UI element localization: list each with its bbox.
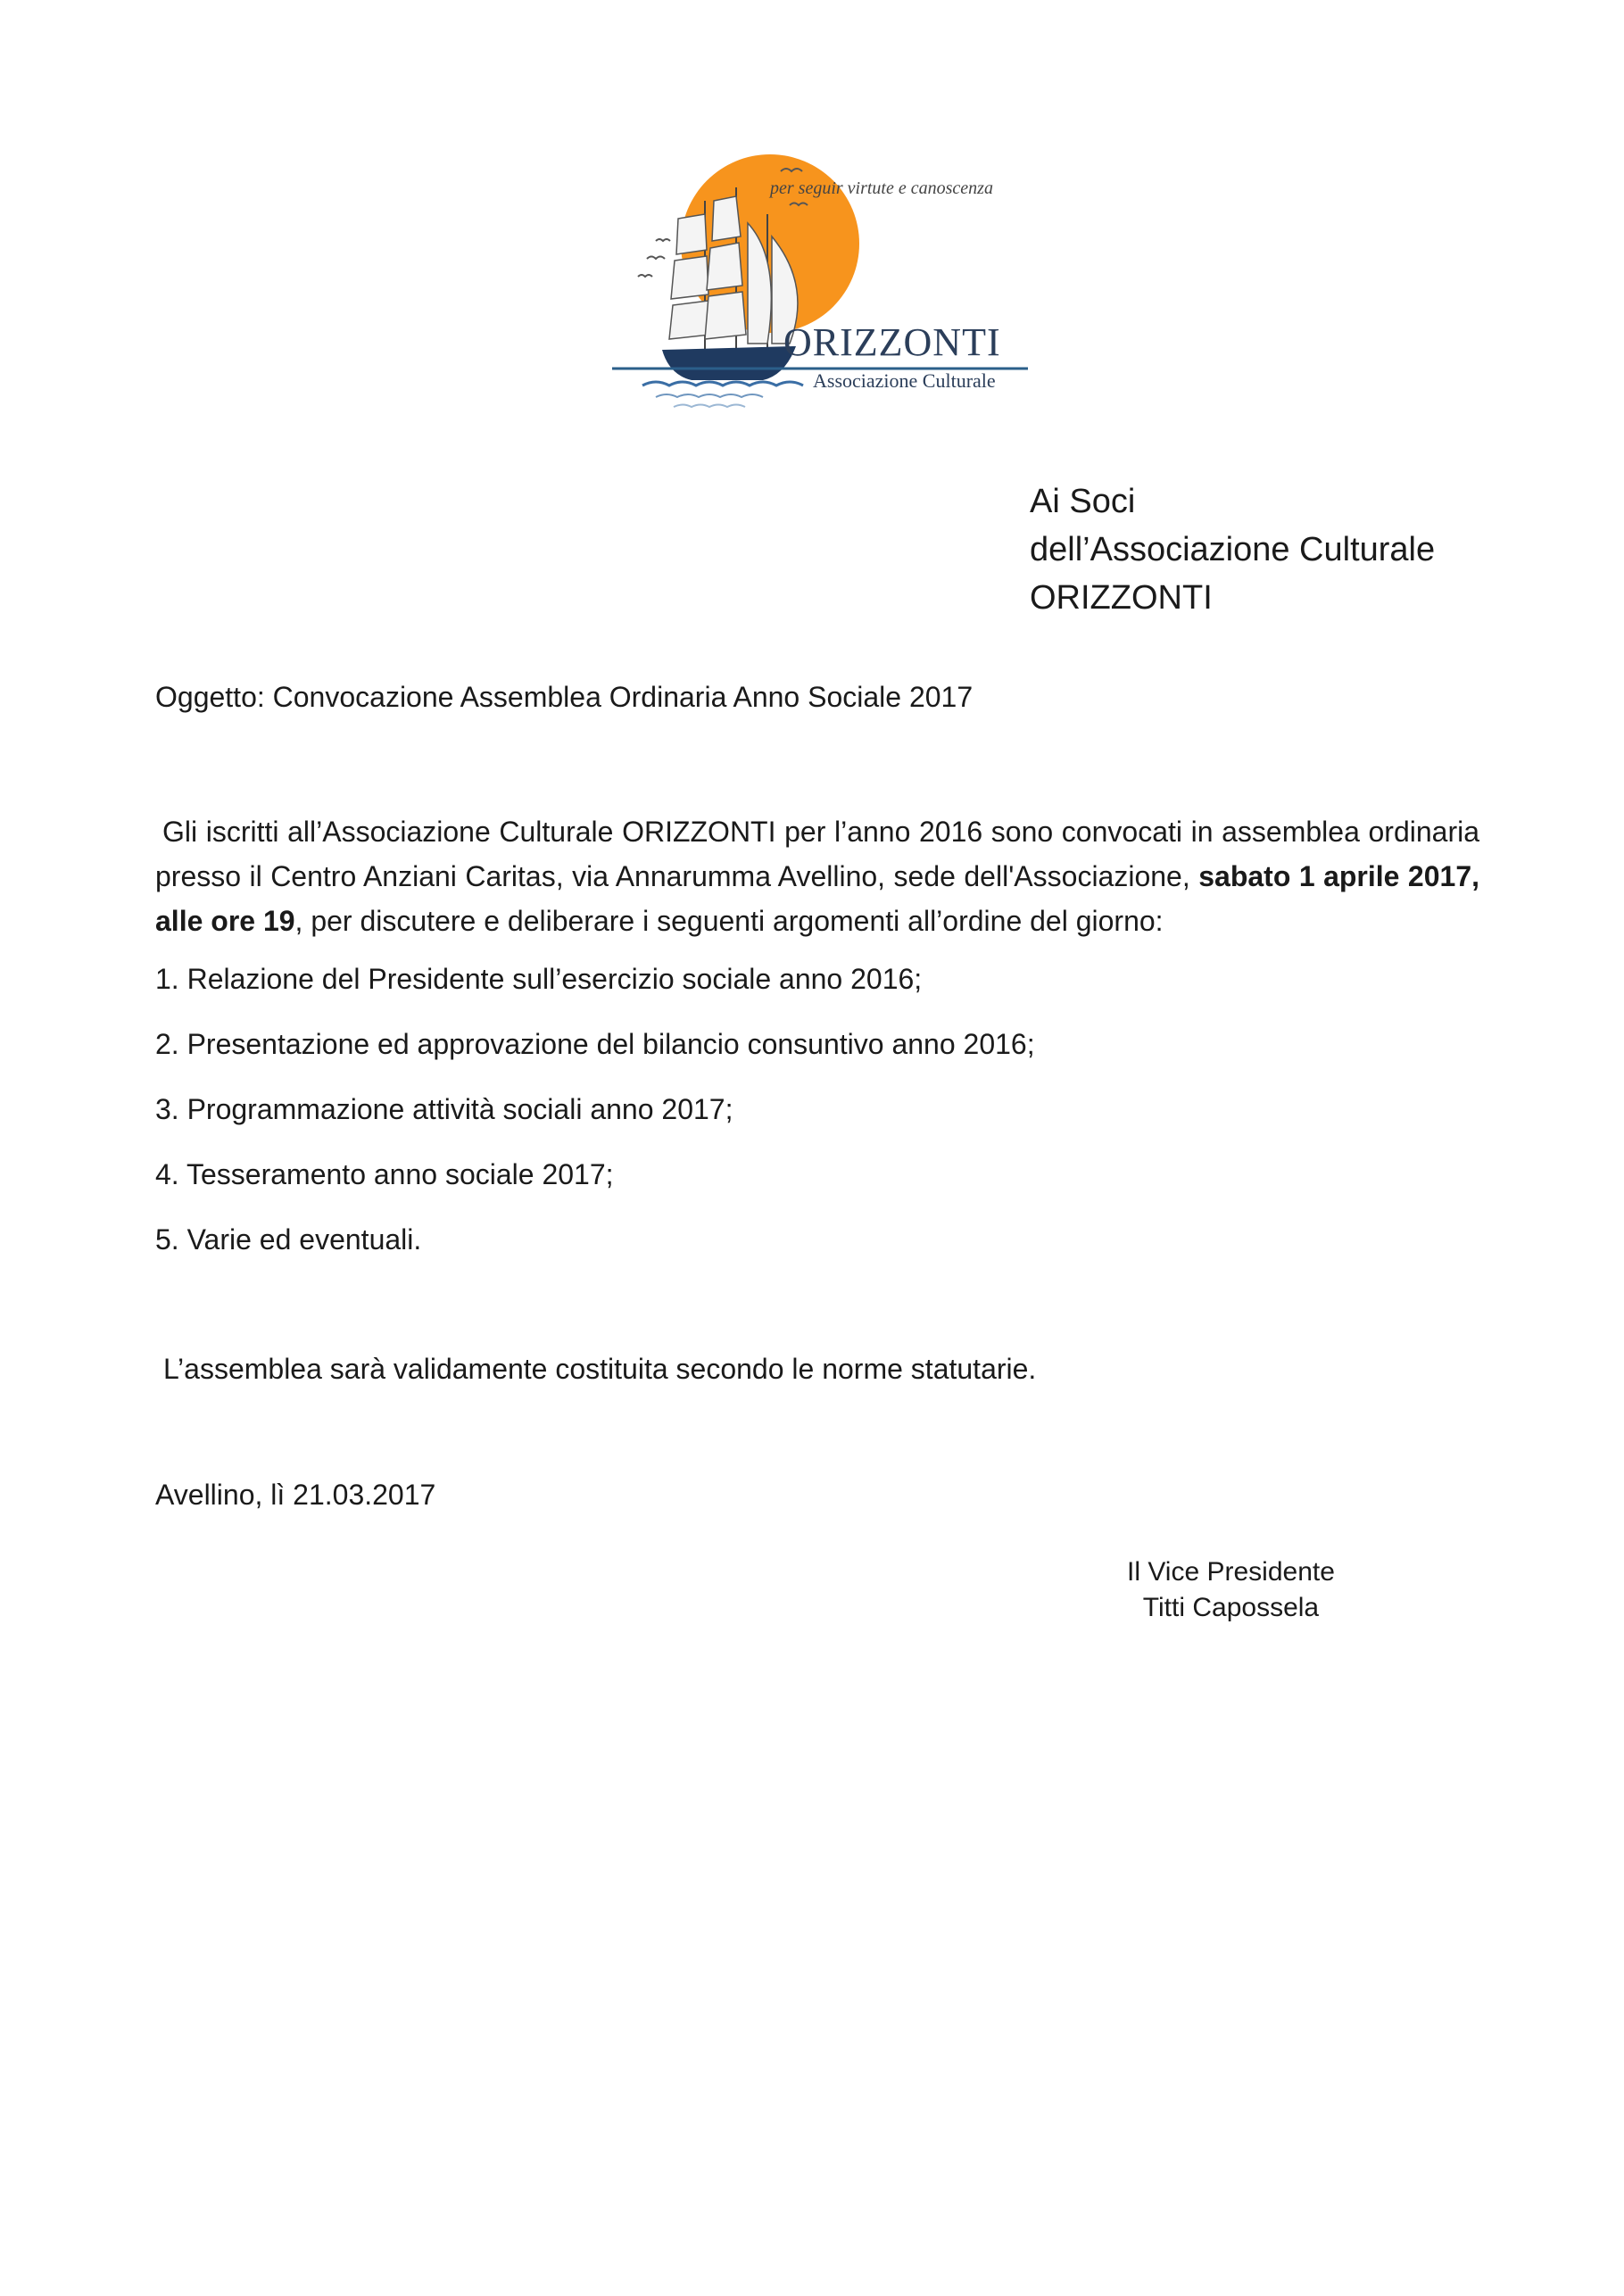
addressee-line: dell’Associazione Culturale bbox=[1030, 531, 1436, 568]
orizzonti-logo bbox=[607, 152, 1035, 419]
agenda-item: 1. Relazione del Presidente sull’esercizio sociale anno 2016; bbox=[155, 963, 923, 995]
agenda-item: 5. Varie ed eventuali. bbox=[155, 1223, 422, 1256]
place-date: Avellino, lì 21.03.2017 bbox=[155, 1479, 436, 1511]
signature-name: Titti Capossela bbox=[1142, 1593, 1320, 1622]
logo-subtitle: Associazione Culturale bbox=[813, 369, 996, 392]
logo-motto: per seguir virtute e canoscenza bbox=[770, 178, 993, 198]
convocation-paragraph bbox=[155, 809, 1479, 943]
meeting-datetime: sabato 1 aprile 2017, alle ore 19 bbox=[155, 860, 1480, 937]
agenda-item: 3. Programmazione attività sociali anno 2017; bbox=[155, 1093, 733, 1125]
addressee-block bbox=[1030, 477, 1435, 622]
logo-name: ORIZZONTI bbox=[783, 320, 1001, 364]
agenda-item: 2. Presentazione ed approvazione del bilancio consuntivo anno 2016; bbox=[155, 1028, 1035, 1060]
signature-block bbox=[1127, 1554, 1335, 1626]
paragraph-text: , per discutere e deliberare i seguenti argomenti all’ordine del giorno: bbox=[294, 905, 1164, 937]
signature-role: Il Vice Presidente bbox=[1127, 1557, 1335, 1587]
addressee-line: Ai Soci bbox=[1030, 483, 1136, 520]
agenda-item: 4. Tesseramento anno sociale 2017; bbox=[155, 1158, 614, 1190]
validity-note: L’assemblea sarà validamente costituita secondo le norme statutarie. bbox=[163, 1353, 1037, 1385]
paragraph-text: Gli iscritti all’Associazione Culturale ORIZZONTI per l’anno 2016 sono convocati in assemblea ordinaria presso il Centro Anziani Caritas, via Annarumma Avellino, sede dell'Associazione, bbox=[155, 816, 1479, 892]
agenda-list bbox=[155, 961, 1035, 1287]
subject-line: Oggetto: Convocazione Assemblea Ordinaria Anno Sociale 2017 bbox=[155, 681, 974, 713]
addressee-line: ORIZZONTI bbox=[1030, 579, 1213, 617]
